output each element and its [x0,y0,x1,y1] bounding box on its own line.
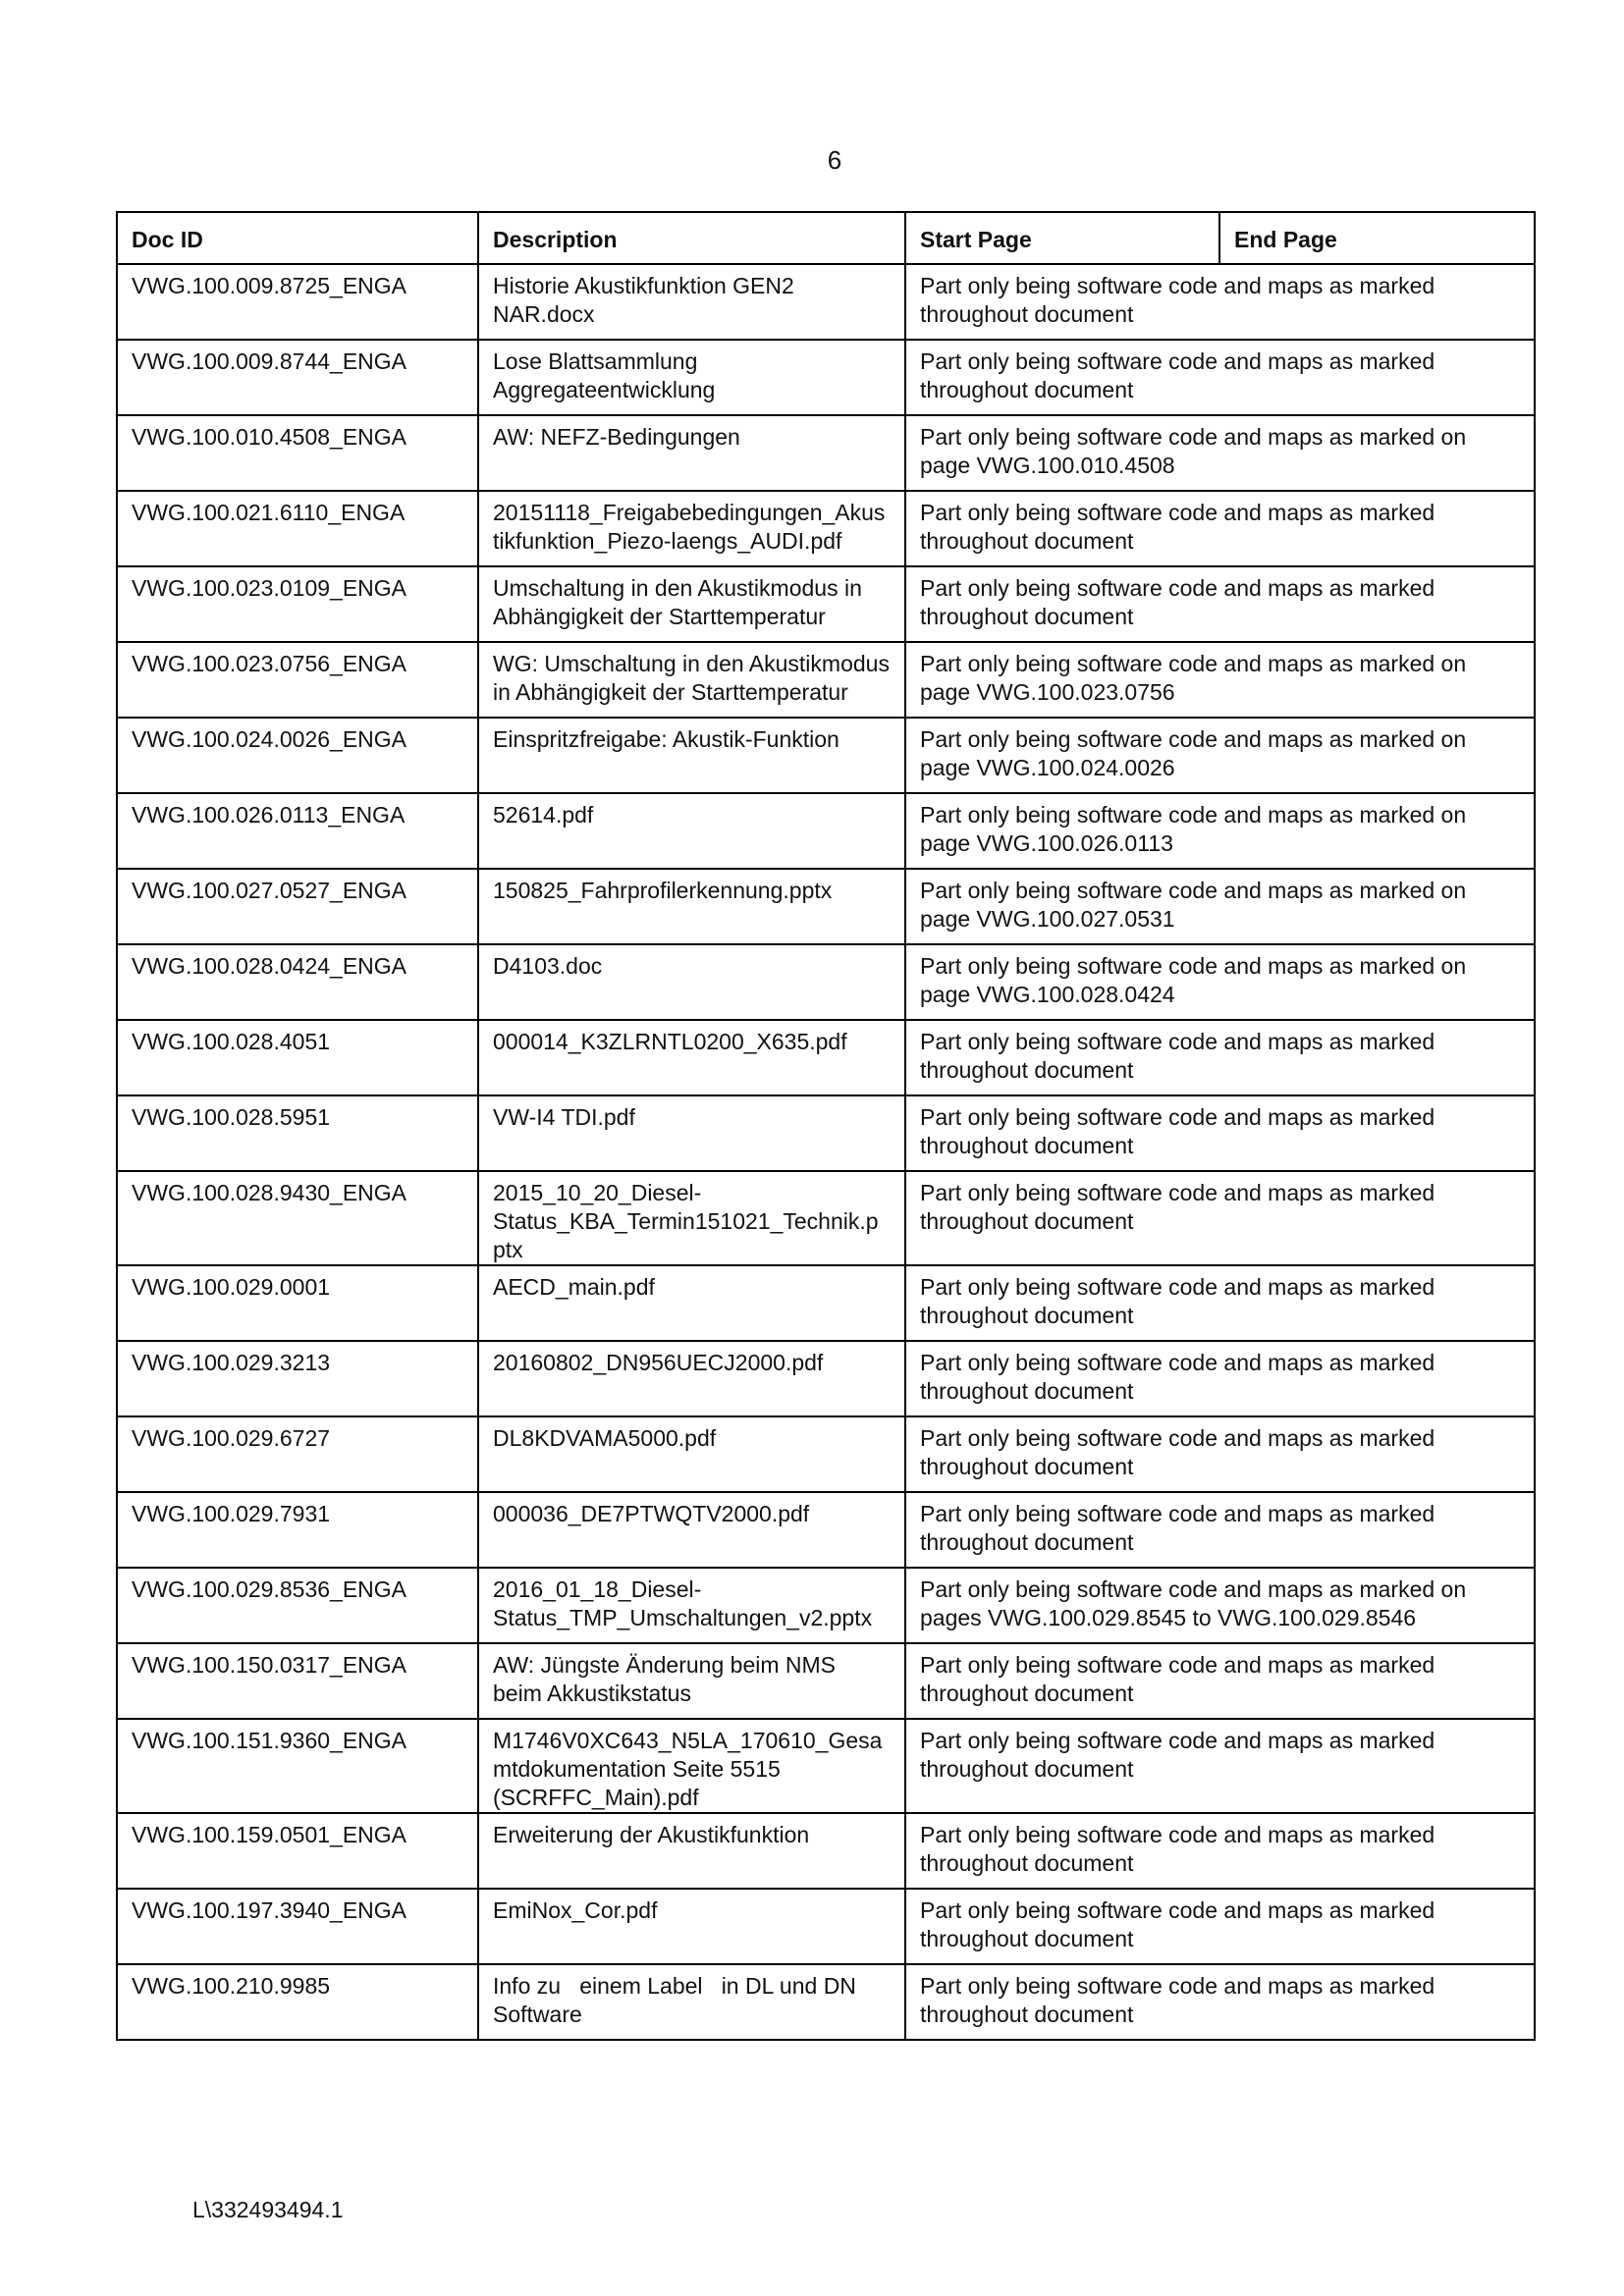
table-row [117,1492,1535,1568]
page-range-cell: Part only being software code and maps as marked on page VWG.100.028.0424 [905,944,1535,1020]
doc-id-cell: VWG.100.010.4508_ENGA [117,415,478,491]
page-range-cell: Part only being software code and maps as marked on pages VWG.100.029.8545 to VWG.100.029.8546 [905,1568,1535,1643]
footer-reference: L\332493494.1 [192,2197,344,2222]
doc-id-cell: VWG.100.029.6727 [117,1416,478,1492]
description-cell: AW: NEFZ-Bedingungen [478,415,905,491]
description-cell: Historie Akustikfunktion GEN2 NAR.docx [478,264,905,340]
table-row [117,1964,1535,2040]
table-row [117,491,1535,566]
description-cell: 2016_01_18_Diesel-Status_TMP_Umschaltungen_v2.pptx [478,1568,905,1643]
description-cell: VW-I4 TDI.pdf [478,1095,905,1171]
header-doc-id: Doc ID [117,212,478,264]
description-cell: WG: Umschaltung in den Akustikmodus in Abhängigkeit der Starttemperatur [478,642,905,718]
table-row [117,340,1535,415]
doc-id-cell: VWG.100.009.8725_ENGA [117,264,478,340]
description-cell: 52614.pdf [478,793,905,869]
page-range-cell: Part only being software code and maps as marked throughout document [905,1643,1535,1719]
doc-id-cell: VWG.100.028.4051 [117,1020,478,1095]
table-row [117,793,1535,869]
description-cell: D4103.doc [478,944,905,1020]
description-cell: 20151118_Freigabebedingungen_Akustikfunktion_Piezo-laengs_AUDI.pdf [478,491,905,566]
document-table [116,211,1536,2041]
doc-id-cell: VWG.100.023.0756_ENGA [117,642,478,718]
table-body [117,264,1535,2040]
page-range-cell: Part only being software code and maps as marked on page VWG.100.010.4508 [905,415,1535,491]
table-row [117,1095,1535,1171]
description-cell: M1746V0XC643_N5LA_170610_Gesamtdokumentation Seite 5515 (SCRFFC_Main).pdf [478,1719,905,1813]
doc-id-cell: VWG.100.029.8536_ENGA [117,1568,478,1643]
description-cell: Erweiterung der Akustikfunktion [478,1813,905,1889]
header-start-page: Start Page [905,212,1219,264]
table-header-row [117,212,1535,264]
doc-id-cell: VWG.100.023.0109_ENGA [117,566,478,642]
table-row [117,1341,1535,1416]
table-row [117,1171,1535,1265]
description-cell: EmiNox_Cor.pdf [478,1889,905,1964]
page-range-cell: Part only being software code and maps as marked throughout document [905,264,1535,340]
description-cell: 20160802_DN956UECJ2000.pdf [478,1341,905,1416]
doc-id-cell: VWG.100.028.9430_ENGA [117,1171,478,1265]
page-range-cell: Part only being software code and maps as marked throughout document [905,1095,1535,1171]
doc-id-cell: VWG.100.021.6110_ENGA [117,491,478,566]
doc-id-cell: VWG.100.029.0001 [117,1265,478,1341]
doc-id-cell: VWG.100.150.0317_ENGA [117,1643,478,1719]
page-range-cell: Part only being software code and maps as marked throughout document [905,1813,1535,1889]
doc-id-cell: VWG.100.026.0113_ENGA [117,793,478,869]
doc-id-cell: VWG.100.151.9360_ENGA [117,1719,478,1813]
doc-id-cell: VWG.100.028.5951 [117,1095,478,1171]
page-range-cell: Part only being software code and maps as marked on page VWG.100.023.0756 [905,642,1535,718]
description-cell: 000036_DE7PTWQTV2000.pdf [478,1492,905,1568]
page-range-cell: Part only being software code and maps as marked throughout document [905,491,1535,566]
page-range-cell: Part only being software code and maps as marked throughout document [905,1265,1535,1341]
description-cell: Lose Blattsammlung Aggregateentwicklung [478,340,905,415]
doc-id-cell: VWG.100.028.0424_ENGA [117,944,478,1020]
doc-id-cell: VWG.100.210.9985 [117,1964,478,2040]
description-cell: 2015_10_20_Diesel-Status_KBA_Termin151021_Technik.pptx [478,1171,905,1265]
description-cell: Umschaltung in den Akustikmodus in Abhängigkeit der Starttemperatur [478,566,905,642]
table-row [117,718,1535,793]
header-description: Description [478,212,905,264]
table-row [117,1889,1535,1964]
table-row [117,944,1535,1020]
page-range-cell: Part only being software code and maps as marked throughout document [905,1416,1535,1492]
page-range-cell: Part only being software code and maps as marked throughout document [905,1964,1535,2040]
page-range-cell: Part only being software code and maps as marked on page VWG.100.024.0026 [905,718,1535,793]
page-range-cell: Part only being software code and maps as marked throughout document [905,1719,1535,1813]
page-range-cell: Part only being software code and maps as marked throughout document [905,1889,1535,1964]
table-row [117,1719,1535,1813]
description-cell: Einspritzfreigabe: Akustik-Funktion [478,718,905,793]
table-row [117,264,1535,340]
doc-id-cell: VWG.100.029.7931 [117,1492,478,1568]
table-row [117,1020,1535,1095]
page-number: 6 [827,145,842,175]
doc-id-cell: VWG.100.009.8744_ENGA [117,340,478,415]
description-cell: AECD_main.pdf [478,1265,905,1341]
table-row [117,566,1535,642]
description-cell: 150825_Fahrprofilerkennung.pptx [478,869,905,944]
table-row [117,1813,1535,1889]
description-cell: 000014_K3ZLRNTL0200_X635.pdf [478,1020,905,1095]
table-row [117,415,1535,491]
description-cell: DL8KDVAMA5000.pdf [478,1416,905,1492]
page-range-cell: Part only being software code and maps as marked throughout document [905,1020,1535,1095]
table-row [117,642,1535,718]
doc-id-cell: VWG.100.024.0026_ENGA [117,718,478,793]
doc-id-cell: VWG.100.197.3940_ENGA [117,1889,478,1964]
description-cell: Info zu einem Label in DL und DN Software [478,1964,905,2040]
table-row [117,1643,1535,1719]
page-range-cell: Part only being software code and maps as marked throughout document [905,340,1535,415]
table-row [117,1265,1535,1341]
header-end-page: End Page [1219,212,1535,264]
description-cell: AW: Jüngste Änderung beim NMS beim Akkustikstatus [478,1643,905,1719]
doc-id-cell: VWG.100.029.3213 [117,1341,478,1416]
doc-id-cell: VWG.100.159.0501_ENGA [117,1813,478,1889]
page-range-cell: Part only being software code and maps as marked throughout document [905,1492,1535,1568]
table-row [117,869,1535,944]
page-range-cell: Part only being software code and maps as marked on page VWG.100.027.0531 [905,869,1535,944]
page-range-cell: Part only being software code and maps as marked throughout document [905,566,1535,642]
page-range-cell: Part only being software code and maps as marked throughout document [905,1341,1535,1416]
page-range-cell: Part only being software code and maps as marked on page VWG.100.026.0113 [905,793,1535,869]
page-range-cell: Part only being software code and maps as marked throughout document [905,1171,1535,1265]
table-row [117,1568,1535,1643]
doc-id-cell: VWG.100.027.0527_ENGA [117,869,478,944]
table-row [117,1416,1535,1492]
